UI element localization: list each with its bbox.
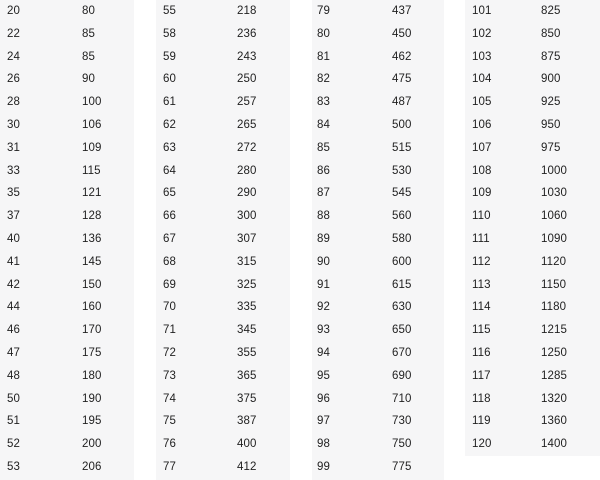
- table-cell-key: 98: [317, 438, 330, 451]
- table-row: [465, 137, 600, 160]
- table-cell-key: 99: [317, 460, 330, 473]
- table-cell-value: 412: [237, 460, 257, 473]
- table-cell-value: 1120: [541, 255, 567, 268]
- table-cell-value: 580: [392, 232, 412, 245]
- table-row: [465, 0, 600, 23]
- table-cell-key: 59: [163, 50, 176, 63]
- table-cell-value: 1400: [541, 438, 567, 451]
- table-cell-value: 900: [541, 73, 561, 86]
- table-row: [312, 456, 444, 479]
- table-row: [465, 410, 600, 433]
- table-cell-value: 236: [237, 27, 257, 40]
- table-row: [312, 296, 444, 319]
- table-row: [312, 319, 444, 342]
- table-cell-key: 90: [317, 255, 330, 268]
- table-row: [465, 388, 600, 411]
- table-cell-value: 280: [237, 164, 257, 177]
- table-cell-key: 37: [7, 210, 20, 223]
- table-cell-value: 825: [541, 5, 561, 17]
- table-row: [156, 160, 290, 183]
- table-cell-value: 160: [82, 301, 102, 314]
- table-row: [465, 296, 600, 319]
- table-row: [0, 23, 134, 46]
- table-row: [0, 182, 134, 205]
- table-cell-value: 975: [541, 141, 561, 154]
- table-cell-value: 400: [237, 438, 257, 451]
- table-row: [0, 296, 134, 319]
- table-cell-key: 83: [317, 96, 330, 109]
- table-row: [312, 410, 444, 433]
- table-cell-value: 218: [237, 5, 257, 17]
- table-row: [156, 205, 290, 228]
- table-row: [312, 137, 444, 160]
- table-row: [156, 0, 290, 23]
- table-cell-value: 1060: [541, 210, 567, 223]
- table-cell-key: 95: [317, 369, 330, 382]
- table-row: [156, 456, 290, 479]
- table-row: [156, 68, 290, 91]
- table-cell-value: 115: [82, 164, 101, 177]
- table-row: [312, 365, 444, 388]
- table-cell-key: 97: [317, 415, 330, 428]
- table-cell-key: 64: [163, 164, 176, 177]
- table-cell-value: 300: [237, 210, 257, 223]
- table-cell-value: 1215: [541, 324, 567, 337]
- table-row: [312, 46, 444, 69]
- table-row: [465, 114, 600, 137]
- table-cell-value: 315: [237, 255, 257, 268]
- table-row: [312, 182, 444, 205]
- table-cell-value: 195: [82, 415, 102, 428]
- table-cell-value: 272: [237, 141, 257, 154]
- table-row: [465, 46, 600, 69]
- table-column-4: [465, 0, 600, 456]
- table-row: [156, 388, 290, 411]
- table-cell-value: 175: [82, 346, 102, 359]
- table-cell-key: 93: [317, 324, 330, 337]
- table-cell-value: 500: [392, 118, 412, 131]
- table-cell-key: 111: [472, 232, 490, 245]
- table-cell-key: 50: [7, 392, 20, 405]
- table-cell-value: 1030: [541, 187, 567, 200]
- table-cell-value: 775: [392, 460, 412, 473]
- table-cell-key: 85: [317, 141, 330, 154]
- table-cell-value: 690: [392, 369, 412, 382]
- table-cell-value: 387: [237, 415, 257, 428]
- table-cell-value: 850: [541, 27, 561, 40]
- table-row: [0, 274, 134, 297]
- table-cell-key: 113: [472, 278, 491, 291]
- table-row: [312, 91, 444, 114]
- table-cell-value: 200: [82, 438, 102, 451]
- table-cell-value: 650: [392, 324, 412, 337]
- table-row: [0, 365, 134, 388]
- table-cell-key: 33: [7, 164, 20, 177]
- table-row: [0, 91, 134, 114]
- table-cell-value: 530: [392, 164, 412, 177]
- table-row: [465, 251, 600, 274]
- table-cell-value: 100: [82, 96, 102, 109]
- table-cell-key: 102: [472, 27, 492, 40]
- table-cell-key: 67: [163, 232, 176, 245]
- table-cell-key: 24: [7, 50, 20, 63]
- table-cell-value: 290: [237, 187, 257, 200]
- table-cell-value: 180: [82, 369, 102, 382]
- table-cell-value: 250: [237, 73, 257, 86]
- table-cell-value: 85: [82, 27, 95, 40]
- table-row: [312, 205, 444, 228]
- table-cell-key: 87: [317, 187, 330, 200]
- table-cell-key: 77: [163, 460, 176, 473]
- table-cell-value: 1090: [541, 232, 567, 245]
- table-cell-value: 750: [392, 438, 412, 451]
- table-cell-value: 1000: [541, 164, 567, 177]
- table-cell-key: 48: [7, 369, 20, 382]
- table-cell-key: 108: [472, 164, 492, 177]
- table-row: [312, 388, 444, 411]
- table-row: [0, 68, 134, 91]
- table-cell-key: 109: [472, 187, 492, 200]
- table-row: [0, 251, 134, 274]
- table-cell-value: 128: [82, 210, 102, 223]
- table-cell-key: 53: [7, 460, 20, 473]
- table-row: [465, 205, 600, 228]
- table-cell-key: 86: [317, 164, 330, 177]
- table-row: [156, 46, 290, 69]
- table-cell-key: 114: [472, 301, 491, 314]
- table-row: [312, 114, 444, 137]
- table-cell-key: 71: [163, 324, 176, 337]
- table-cell-value: 560: [392, 210, 412, 223]
- table-row: [312, 251, 444, 274]
- table-row: [465, 228, 600, 251]
- table-row: [156, 365, 290, 388]
- table-cell-value: 145: [82, 255, 102, 268]
- table-row: [0, 46, 134, 69]
- table-cell-value: 515: [392, 141, 412, 154]
- table-cell-key: 52: [7, 438, 20, 451]
- table-cell-value: 875: [541, 50, 561, 63]
- table-cell-key: 58: [163, 27, 176, 40]
- table-cell-value: 307: [237, 232, 257, 245]
- table-cell-key: 84: [317, 118, 330, 131]
- table-cell-key: 22: [7, 27, 20, 40]
- table-cell-value: 450: [392, 27, 412, 40]
- table-cell-value: 150: [82, 278, 102, 291]
- table-cell-value: 487: [392, 96, 412, 109]
- table-column-1: [0, 0, 134, 480]
- table-cell-value: 475: [392, 73, 412, 86]
- table-row: [312, 433, 444, 456]
- table-row: [465, 91, 600, 114]
- table-row: [312, 228, 444, 251]
- table-cell-key: 26: [7, 73, 20, 86]
- table-row: [156, 319, 290, 342]
- table-cell-value: 121: [82, 187, 102, 200]
- table-cell-value: 950: [541, 118, 561, 131]
- table-cell-value: 710: [392, 392, 412, 405]
- table-cell-value: 136: [82, 232, 102, 245]
- table-cell-value: 730: [392, 415, 412, 428]
- table-cell-key: 110: [472, 210, 491, 223]
- table-cell-key: 105: [472, 96, 492, 109]
- table-cell-key: 73: [163, 369, 176, 382]
- table-cell-key: 96: [317, 392, 330, 405]
- table-cell-key: 91: [317, 278, 330, 291]
- table-cell-value: 600: [392, 255, 412, 268]
- table-cell-value: 355: [237, 346, 257, 359]
- table-row: [0, 228, 134, 251]
- table-cell-key: 118: [472, 392, 491, 405]
- table-row: [0, 0, 134, 23]
- table-cell-key: 117: [472, 369, 491, 382]
- table-cell-key: 70: [163, 301, 176, 314]
- table-cell-key: 60: [163, 73, 176, 86]
- table-cell-key: 92: [317, 301, 330, 314]
- table-row: [312, 23, 444, 46]
- table-row: [156, 433, 290, 456]
- table-cell-key: 35: [7, 187, 20, 200]
- table-cell-key: 119: [472, 415, 491, 428]
- table-row: [312, 274, 444, 297]
- table-column-3: [312, 0, 444, 480]
- table-row: [0, 319, 134, 342]
- table-cell-value: 90: [82, 73, 95, 86]
- table-cell-key: 103: [472, 50, 492, 63]
- table-cell-key: 28: [7, 96, 20, 109]
- table-cell-value: 670: [392, 346, 412, 359]
- table-cell-value: 345: [237, 324, 257, 337]
- table-cell-key: 51: [7, 415, 20, 428]
- table-cell-value: 615: [392, 278, 412, 291]
- table-cell-value: 106: [82, 118, 102, 131]
- table-cell-key: 62: [163, 118, 176, 131]
- table-row: [465, 68, 600, 91]
- table-row: [156, 342, 290, 365]
- table-cell-key: 20: [7, 5, 20, 17]
- table-cell-value: 437: [392, 5, 412, 17]
- table-row: [465, 23, 600, 46]
- table-cell-key: 66: [163, 210, 176, 223]
- table-row: [465, 160, 600, 183]
- table-cell-key: 61: [163, 96, 176, 109]
- table-row: [156, 228, 290, 251]
- table-row: [465, 365, 600, 388]
- table-cell-key: 116: [472, 346, 491, 359]
- table-cell-value: 1360: [541, 415, 567, 428]
- table-cell-key: 81: [317, 50, 330, 63]
- table-cell-value: 1180: [541, 301, 567, 314]
- table-cell-value: 630: [392, 301, 412, 314]
- table-cell-key: 82: [317, 73, 330, 86]
- table-cell-key: 79: [317, 5, 330, 17]
- table-cell-key: 69: [163, 278, 176, 291]
- table-row: [0, 137, 134, 160]
- table-cell-value: 925: [541, 96, 561, 109]
- table-cell-key: 47: [7, 346, 20, 359]
- table-row: [0, 160, 134, 183]
- table-row: [312, 0, 444, 23]
- table-cell-value: 170: [82, 324, 102, 337]
- table-cell-key: 44: [7, 301, 20, 314]
- table-cell-key: 74: [163, 392, 176, 405]
- table-row: [312, 68, 444, 91]
- table-row: [465, 319, 600, 342]
- table-cell-value: 335: [237, 301, 257, 314]
- table-cell-value: 462: [392, 50, 412, 63]
- table-cell-value: 206: [82, 460, 102, 473]
- table-cell-value: 1285: [541, 369, 567, 382]
- table-row: [156, 91, 290, 114]
- table-cell-key: 106: [472, 118, 492, 131]
- table-cell-key: 40: [7, 232, 20, 245]
- table-cell-value: 325: [237, 278, 257, 291]
- table-cell-key: 63: [163, 141, 176, 154]
- table-row: [156, 274, 290, 297]
- table-cell-key: 68: [163, 255, 176, 268]
- table-row: [0, 342, 134, 365]
- table-cell-value: 265: [237, 118, 257, 131]
- table-row: [465, 274, 600, 297]
- table-cell-key: 80: [317, 27, 330, 40]
- table-cell-value: 243: [237, 50, 257, 63]
- table-cell-key: 115: [472, 324, 491, 337]
- table-cell-value: 257: [237, 96, 257, 109]
- table-row: [156, 114, 290, 137]
- table-cell-key: 107: [472, 141, 492, 154]
- table-row: [156, 23, 290, 46]
- table-cell-value: 85: [82, 50, 95, 63]
- table-cell-key: 104: [472, 73, 492, 86]
- table-cell-value: 365: [237, 369, 257, 382]
- table-cell-value: 1250: [541, 346, 567, 359]
- table-row: [0, 410, 134, 433]
- table-cell-value: 1320: [541, 392, 567, 405]
- table-cell-key: 120: [472, 438, 492, 451]
- table-row: [0, 388, 134, 411]
- table-row: [312, 160, 444, 183]
- table-cell-value: 80: [82, 5, 95, 17]
- table-cell-value: 1150: [541, 278, 567, 291]
- table-cell-value: 190: [82, 392, 102, 405]
- table-cell-key: 89: [317, 232, 330, 245]
- table-cell-key: 42: [7, 278, 20, 291]
- table-row: [0, 456, 134, 479]
- table-row: [0, 205, 134, 228]
- table-cell-value: 109: [82, 141, 102, 154]
- table-row: [156, 251, 290, 274]
- table-row: [0, 433, 134, 456]
- table-cell-key: 112: [472, 255, 491, 268]
- table-row: [312, 342, 444, 365]
- table-row: [156, 182, 290, 205]
- table-cell-key: 76: [163, 438, 176, 451]
- table-cell-key: 88: [317, 210, 330, 223]
- table-row: [156, 410, 290, 433]
- table-cell-key: 101: [472, 5, 492, 17]
- table-cell-key: 30: [7, 118, 20, 131]
- table-cell-key: 72: [163, 346, 176, 359]
- table-cell-key: 41: [7, 255, 20, 268]
- table-cell-key: 46: [7, 324, 20, 337]
- table-cell-value: 375: [237, 392, 257, 405]
- table-row: [465, 342, 600, 365]
- table-row: [465, 182, 600, 205]
- table-row: [0, 114, 134, 137]
- table-row: [156, 296, 290, 319]
- table-row: [465, 433, 600, 456]
- table-column-2: [156, 0, 290, 480]
- table-cell-value: 545: [392, 187, 412, 200]
- table-cell-key: 31: [7, 141, 20, 154]
- table-cell-key: 94: [317, 346, 330, 359]
- table-row: [156, 137, 290, 160]
- table-cell-key: 65: [163, 187, 176, 200]
- table-cell-key: 75: [163, 415, 176, 428]
- table-cell-key: 55: [163, 5, 176, 17]
